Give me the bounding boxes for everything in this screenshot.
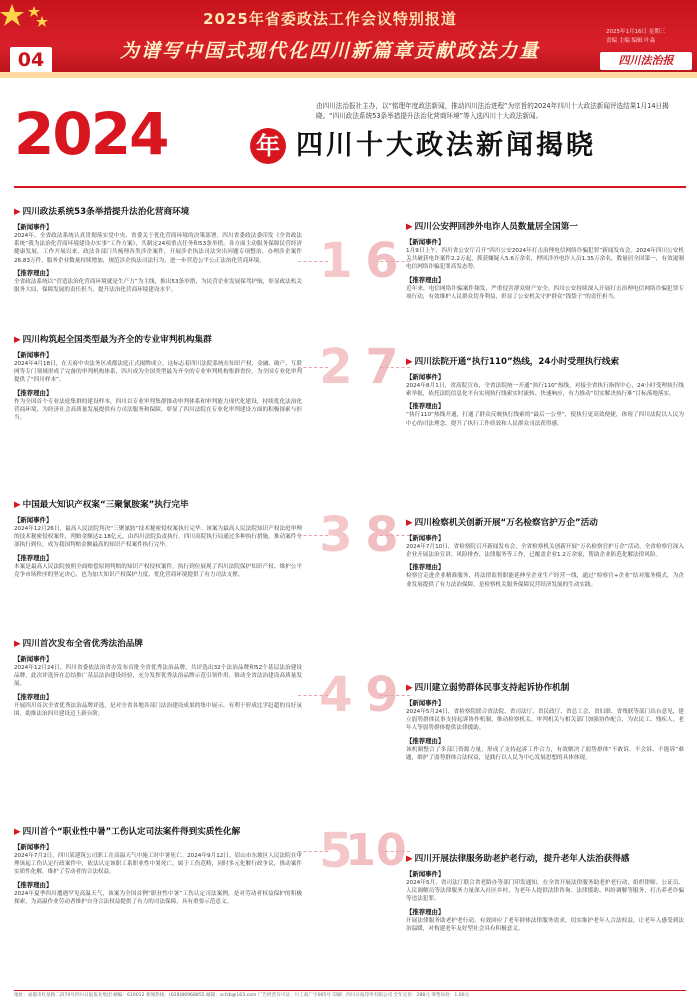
reason-body: 本案是最高人民法院按照全面赔偿原则判赔的知识产权侵权案件，执行到位展现了四川法院保护知识产权、维护公平竞争市场秩序的坚定决心，也为加大知识产权保护力度、优化营商环境提供了有力司法支撑。 xyxy=(14,563,302,578)
reason-label: 【推荐理由】 xyxy=(406,402,445,411)
rank-number-3: 3 xyxy=(319,507,353,563)
rank-number-6: 6 xyxy=(365,233,399,289)
triangle-marker-icon: ▶ xyxy=(14,827,21,837)
reason-label: 【推荐理由】 xyxy=(406,275,445,284)
news-label: 【新闻事件】 xyxy=(406,870,445,878)
special-report-title: 2025年省委政法工作会议特别报道 xyxy=(203,10,457,28)
news-label: 【新闻事件】 xyxy=(14,655,53,663)
news-body: 1月9日上午，四川省公安厅召开“四川公安2024年打击治理电信网络诈骗犯罪”新闻发布会。2024年四川公安机关共破获电诈案件2.2万起，抓获嫌疑人5.6万余名，押回涉外电诈人员1.35万余名，数量居全国第一，有效遏制电信网络诈骗犯罪高发态势。 xyxy=(406,248,684,271)
triangle-marker-icon: ▶ xyxy=(14,500,21,510)
news-label: 【新闻事件】 xyxy=(14,351,53,359)
reason-label: 【推荐理由】 xyxy=(406,563,445,572)
news-title: 四川开展法律服务助老护老行动，提升老年人法治获得感 xyxy=(414,854,630,864)
reason-body: “执行110”热线开通，打通了群众反映执行线索的“最后一公里”，使执行更高效便捷，体现了四川法院以人民为中心的司法理念，提升了执行工作质效和人民群众司法获得感。 xyxy=(406,412,684,427)
triangle-marker-icon: ▶ xyxy=(406,683,413,693)
news-label: 【新闻事件】 xyxy=(406,699,445,707)
news-label: 【新闻事件】 xyxy=(406,373,445,381)
news-item-1 xyxy=(14,205,302,294)
news-title: 四川首个“职业性中暑”工伤认定司法案件得到实质性化解 xyxy=(22,827,241,837)
reason-body: 近年来，电信网络诈骗案件频发，严重侵害群众财产安全。四川公安持续深入开展打击治理电信网络诈骗犯罪专项行动，有效维护人民群众切身利益，彰显了公安机关守护群众“钱袋子”的责任担当。 xyxy=(406,285,684,300)
rank-number-9: 9 xyxy=(365,667,399,723)
hero-year-char: 年 xyxy=(250,128,286,164)
connector-line xyxy=(298,535,328,536)
news-label: 【新闻事件】 xyxy=(14,223,53,231)
news-item-6 xyxy=(406,220,684,301)
triangle-marker-icon: ▶ xyxy=(406,222,413,232)
reason-body: 全省政法系统以“营造法治化营商环境就是生产力”为主线，推出53条举措，为民营企业发展保驾护航，彰显政法机关服务大局、保障发展的责任担当，提升法治化营商环境建设水平。 xyxy=(14,278,302,294)
news-item-4 xyxy=(14,637,302,718)
reason-body: 作为全国首个专业法庭集群的建设样本，四川以专业审判集群推动审判体系和审判能力现代化建设，持续优化法治化营商环境，为经济社会高质量发展提供有力司法服务和保障，彰显了四川法院在专业化审判建设方面的积极探索与担当。 xyxy=(14,398,302,422)
rank-number-10: 10 xyxy=(345,825,407,876)
masthead-banner xyxy=(0,0,697,78)
news-body: 2024年7月2日，四川某建筑公司职工在高温天气中施工时中暑死亡。2024年9月12日，眉山市东坡区人民法院在审理该起工伤认定行政案件中，依法认定该职工系职业性中暑死亡，属于工伤范畴，同时多元化解行政争议，推动案件实质性化解，维护了劳动者的合法权益。 xyxy=(14,853,302,876)
news-title: 四川公安押回涉外电诈人员数量居全国第一 xyxy=(414,222,578,232)
star-decoration-icon xyxy=(0,0,70,40)
triangle-marker-icon: ▶ xyxy=(14,335,21,345)
left-news-column xyxy=(14,205,302,1000)
connector-line xyxy=(298,695,328,696)
news-label: 【新闻事件】 xyxy=(406,534,445,542)
triangle-marker-icon: ▶ xyxy=(406,854,413,864)
news-item-9 xyxy=(406,681,684,762)
news-body: 2024年12月24日，四川省委依法治省办发布首批全省优秀法治品牌，共评选出32个法治品牌和52个基层法治建设品牌。此次评选旨在总结推广基层法治建设经验，充分发挥优秀法治品牌示范引领作用，推动全省法治建设高质量发展。 xyxy=(14,665,302,688)
page-number: 04 xyxy=(10,47,52,73)
hero-divider xyxy=(14,186,686,188)
news-label: 【新闻事件】 xyxy=(406,238,445,246)
edition-editors: 责编 主编 编辑 叶淼 xyxy=(606,38,656,44)
reason-body: 该机制整合了多部门资源力量，形成了支持起诉工作合力，有效解决了弱势群体“不敢诉、不会诉、不能诉”难题，维护了弱势群体合法权益，是践行以人民为中心发展思想的具体体现。 xyxy=(406,746,684,761)
news-item-8 xyxy=(406,516,684,589)
reason-label: 【推荐理由】 xyxy=(14,553,53,562)
reason-label: 【推荐理由】 xyxy=(406,736,445,745)
connector-line xyxy=(298,261,328,262)
special-report-subtitle: 为谱写中国式现代化四川新篇章贡献政法力量 xyxy=(119,40,540,62)
triangle-marker-icon: ▶ xyxy=(14,207,21,217)
rank-number-7: 7 xyxy=(365,339,399,395)
reason-body: 2024年夏季四川遭遇罕见高温天气，该案为全国首例“职业性中暑”工伤认定司法案例，是对劳动者权益保护的积极探索，为高温作业劳动者维护自身合法权益提供了有力的司法保障，具有重要示范意义。 xyxy=(14,890,302,905)
news-title: 四川首次发布全省优秀法治品牌 xyxy=(22,639,143,649)
reason-label: 【推荐理由】 xyxy=(14,268,53,277)
news-item-7 xyxy=(406,355,684,428)
ranking-numbers xyxy=(304,205,407,905)
news-title: 四川法院开通“执行110”热线，24小时受理执行线索 xyxy=(414,357,620,367)
news-title: 四川建立弱势群体民事支持起诉协作机制 xyxy=(414,683,570,693)
rank-number-2: 2 xyxy=(319,339,353,395)
news-title: 四川政法系统53条举措提升法治化营商环境 xyxy=(22,207,190,217)
news-body: 2024年12月26日，最高人民法院判决“三聚氰胺”技术秘密侵权案执行完毕。该案为最高人民法院知识产权法庭审理的技术秘密侵权案件，判赔金额达2.18亿元，由四川法院负责执行。四川高院执行局通过多种执行措施，推动案件全部执行到位，成为我国判赔金额最高的知识产权案件执行完毕。 xyxy=(14,526,302,549)
triangle-marker-icon: ▶ xyxy=(14,639,21,649)
hero-year: 2024 xyxy=(14,100,168,168)
news-title: 四川构筑起全国类型最为齐全的专业审判机构集群 xyxy=(22,335,212,345)
news-item-10 xyxy=(406,852,684,933)
rank-number-5: 5 xyxy=(319,823,353,879)
triangle-marker-icon: ▶ xyxy=(406,357,413,367)
news-item-5 xyxy=(14,825,302,906)
news-title: 四川检察机关创新开展“万名检察官护万企”活动 xyxy=(414,518,598,528)
newspaper-logo: 四川法治报 xyxy=(600,52,692,70)
news-body: 2024年7月10日，省检察院召开新闻发布会，全省检察机关创新开展“万名检察官护万企”活动，全省检察官深入企业开展法治宣讲、风险排查、法律服务等工作，已覆盖企业1.2万余家，帮助企业防范化解法律风险。 xyxy=(406,544,684,559)
rank-number-1: 1 xyxy=(319,233,353,289)
edition-meta xyxy=(606,28,690,46)
news-body: 2024年4月18日，在天府中央法务区成都法庭正式揭牌成立，这标志着四川法院系统在知识产权、金融、破产、互联网等专门领域形成了完备的审判机构体系，四川成为全国类型最为齐全的专业审判机构集群省份，为全国专业化审判提供了“四川样本”。 xyxy=(14,361,302,384)
connector-line xyxy=(298,367,328,368)
rank-number-8: 8 xyxy=(365,507,399,563)
reason-body: 检察官走进企业精准服务，将法律监督职能延伸至企业生产经营一线，通过“检察官+企业”结对服务模式，为企业发展提供了有力法治保障，是检察机关服务保障民营经济发展的生动实践。 xyxy=(406,573,684,588)
page-footer: 地址：成都市红星路二段70号四川日报报业集团 邮编：610012 新闻热线：(028)86968855 邮箱：scfzb@163.com 广告经营许可证：川工商广字005号 印刷：四川日报印务有限公司 全年定价：288元 零售每份：1.00元 xyxy=(14,990,686,998)
reason-label: 【推荐理由】 xyxy=(14,692,53,701)
banner-divider xyxy=(0,72,697,78)
hero-title: 四川十大政法新闻揭晓 xyxy=(296,130,596,161)
right-news-column xyxy=(406,205,684,1000)
hero-intro: 由四川法治报社主办，以“铭理年度政法新闻，推动四川法治进程”为宗旨的2024年四川十大政法新闻评选结果1月14日揭晓。“四川政法系统53条举措提升法治化营商环境”等入选四川十大政法新闻。 xyxy=(316,102,669,120)
reason-body: 开展法律服务助老护老行动，有效回应了老年群体法律服务需求，切实维护老年人合法权益，让老年人感受到法治温暖，对构建老年友好型社会具有积极意义。 xyxy=(406,917,684,932)
edition-date: 2025年1月16日 星期三 xyxy=(606,29,666,35)
news-body: 2024年5月24日，省检察院联合省法院、省司法厅、省民政厅、省总工会、省妇联、省残联等部门出台意见，建立弱势群体民事支持起诉协作机制，推动检察机关、审判机关与相关部门加强协作配合，为农民工、残疾人、老年人等弱势群体提供法律援助。 xyxy=(406,709,684,732)
reason-label: 【推荐理由】 xyxy=(406,907,445,916)
triangle-marker-icon: ▶ xyxy=(406,518,413,528)
news-body: 2024年8月1日，省高院宣布，全省法院统一开通“执行110”热线，对接全省执行指挥中心，24小时受理执行线索举报，依托法院信息化平台实现执行线索实时流转、快速响应，有力推动“切实解决执行难”目标落地落实。 xyxy=(406,383,684,398)
reason-label: 【推荐理由】 xyxy=(14,880,53,889)
news-item-2 xyxy=(14,333,302,422)
rank-number-4: 4 xyxy=(319,667,353,723)
news-label: 【新闻事件】 xyxy=(14,843,53,851)
connector-line xyxy=(298,851,328,852)
news-item-3 xyxy=(14,498,302,579)
news-label: 【新闻事件】 xyxy=(14,516,53,524)
news-body: 2024年5月，省司法厅联合省老龄办等部门印发通知，在全省开展法律服务助老护老行动，组织律师、公证员、人民调解员等法律服务力量深入社区乡村，为老年人提供法律咨询、法律援助、纠纷调解等服务，打击养老诈骗等违法犯罪。 xyxy=(406,880,684,903)
reason-body: 开展四川首次全省优秀法治品牌评选，是对全省各地各部门法治建设成果的集中展示，有利于形成比学赶超的良好氛围，助推法治四川建设迈上新台阶。 xyxy=(14,702,302,717)
news-title: 中国最大知识产权案“三聚氰胺案”执行完毕 xyxy=(22,500,189,510)
news-body: 2024年，全省政法系统认真贯彻落实党中央、省委关于优化营商环境的决策部署，四川省委政法委印发《全省政法系统“我为法治化营商环境建设办实事”工作方案》，共制定24项重点任务和53条举措。各方面主动服务保障民营经济健康发展，工作开展以来，政法各部门共梳理各类涉企案件，开展涉企执法司法突出问题专项整治，办理涉企案件26.83万件，服务企业数量持续增加，规范涉企执法司法行为，进一步营造公平公正法治化营商环境。 xyxy=(14,233,302,264)
reason-label: 【推荐理由】 xyxy=(14,388,53,397)
